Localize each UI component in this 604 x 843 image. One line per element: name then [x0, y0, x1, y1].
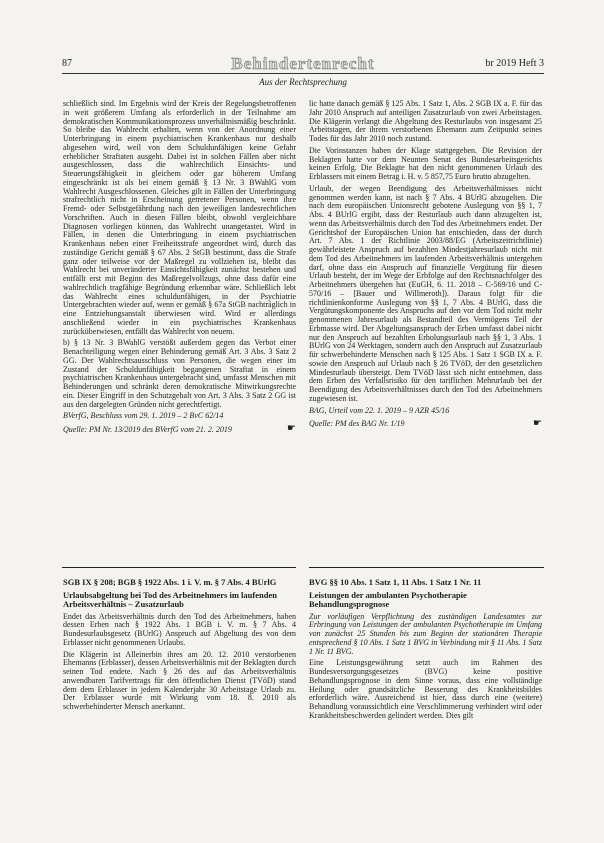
- right-column: [309, 100, 542, 429]
- citation: BAG, Urteil vom 22. 1. 2019 – 9 AZR 45/16: [309, 405, 450, 415]
- page-number: 87: [62, 58, 72, 69]
- section-title: Aus der Rechtsprechung: [259, 77, 347, 87]
- paragraph: lic hatte danach gemäß § 125 Abs. 1 Satz 1, Abs. 2 SGB IX a. F. für das Jahr 2010 Anspruch auf anteiligen Zusatzurlaub von zwei Arbeitstagen. Die Klägerin verlangt die Abgeltung des Resturlaubs von insgesamt 25 Arbeitstagen, der ihrem verstorbenen Ehemann zum Zeitpunkt seines Todes für das Jahr 2010 noch zustand.: [309, 99, 542, 143]
- article-subheading: Urlaubsabgeltung bei Tod des Arbeitnehmers im laufenden Arbeitsverhältnis – Zusatzurlaub: [63, 589, 277, 609]
- source-note: Quelle: PM Nr. 13/2019 des BVerfG vom 21. 2. 2019: [63, 425, 232, 434]
- section-divider: [62, 567, 296, 568]
- paragraph: Die Klägerin ist Alleinerbin ihres am 20. 12. 2010 verstorbenen Ehemanns (Erblasser), dessen Arbeitsverhältnis mit der Beklagten durch seinen Tod endete. Nach § 26 des auf das Arbeitsverhältnis anwendbaren Tarifvertrags für den öffentlichen Dienst (TVöD) stand dem dem Erblasser in jedem Kalenderjahr 30 Arbeitstage Urlaub zu. Der Erblasser wurde mit Wirkung vom 18. 8. 2010 als schwerbehinderter Mensch anerkannt.: [63, 649, 296, 711]
- header-rule: [62, 73, 544, 74]
- source-note: Quelle: PM des BAG Nr. 1/19: [309, 419, 405, 429]
- section-divider: [309, 567, 544, 568]
- article-heading: SGB IX § 208; BGB § 1922 Abs. 1 i. V. m. § 7 Abs. 4 BUrlG: [63, 577, 277, 587]
- pointing-hand-icon: ☛: [287, 423, 296, 435]
- pointing-hand-icon: ☛: [533, 417, 542, 429]
- paragraph: Endet das Arbeitsverhältnis durch den Tod des Arbeitnehmers, haben dessen Erben nach § 1922 Abs. 1 BGB i. V. m. § 7 Abs. 4 Bundesurlaubsgesetz (BUrlG) Anspruch auf Abgeltung des von dem Erblasser nicht genommenen Urlaubs.: [63, 611, 296, 647]
- paragraph: Die Vorinstanzen haben der Klage stattgegeben. Die Revision der Beklagten hatte vor dem Neunten Senat des Bundesarbeitsgerichts keinen Erfolg. Die Beklagte hat den nicht genommenen Urlaub des Erblassers mit einem Betrag i. H. v. 5 857,75 Euro brutto abzugelten.: [309, 145, 542, 181]
- paragraph: Zur vorläufigen Verpflichtung des zuständigen Landesamtes zur Erbringung von Leistungen der ambulanten Psychotherapie im Umfang von zunächst 25 Stunden bis zum Beginn der stationären Therapie entsprechend § 10 Abs. 1 Satz 1 BVG in Verbindung mit § 11 Abs. 1 Satz 1 Nr. 11 BVG.: [309, 611, 542, 656]
- article-heading: BVG §§ 10 Abs. 1 Satz 1, 11 Abs. 1 Satz 1 Nr. 11: [309, 577, 482, 587]
- lower-left-article: [63, 578, 296, 715]
- page-header: [62, 56, 544, 92]
- journal-title: Behindertenrecht: [231, 54, 375, 73]
- paragraph: Urlaub, der wegen Beendigung des Arbeitsverhältnisses nicht genommen werden kann, ist nach § 7 Abs. 4 BUrlG abzugelten. Die nach dem europäischen Unionsrecht gebotene Auslegung von §§ 1, 7 Abs. 4 BUrlG ergibt, dass der Resturlaub auch dann abzugelten ist, wenn das Arbeitsverhältnis durch den Tod des Arbeitnehmers endet. Der Gerichtshof der Europäischen Union hat entschieden, dass der durch Art. 7 Abs. 1 der Richtlinie 2003/88/EG (Arbeitszeitrichtlinie) gewährleistete Anspruch auf bezahlten Mindestjahresurlaub nicht mit dem Tod des Arbeitnehmers im laufenden Arbeitsverhältnis untergehen darf, ohne dass ein Anspruch auf finanzielle Vergütung für diesen Urlaub besteht, der im Wege der Erbfolge auf den Rechtsnachfolger des Arbeitnehmers übergehen hat (EuGH, 6. 11. 2018 – C-569/16 und C-570/16 – [Bauer und Willmeroth]). Daraus folgt für die richtlinienkonforme Auslegung von §§ 1, 7 Abs. 4 BUrlG, dass die Vergütungskomponente des Anspruchs auf den vor dem Tod nicht mehr genommenen Jahresurlaub als Bestandteil des Vermögens Teil der Erbmasse wird. Der Abgeltungsanspruch der Erben umfasst dabei nicht nur den Anspruch auf bezahlten Erholungsurlaub nach §§ 1, 3 Abs. 1 BUrlG von 24 Werktagen, sondern auch den Anspruch auf Zusatzurlaub für schwerbehinderte Menschen nach § 125 Abs. 1 Satz 1 SGB IX a. F. sowie den Anspruch auf Urlaub nach § 26 TVöD, der den gesetzlichen Mindesturlaub übersteigt. Dem TVöD lässt sich nicht entnehmen, dass dem Erben des Verfallsrisiko für den tariflichen Mehrurlaub bei der Beendigung des Arbeitsverhältnisses durch den Tod des Arbeitnehmers zugewiesen ist.: [309, 183, 542, 403]
- citation: BVerfG, Beschluss vom 29. 1. 2019 – 2 BvC 62/14: [63, 411, 224, 421]
- paragraph: b) § 13 Nr. 3 BWahlG verstößt außerdem gegen das Verbot einer Benachteiligung wegen einer Behinderung gemäß Art. 3 Abs. 3 Satz 2 GG. Der Wahlrechtsausschluss von Personen, die wegen einer im Zustand der Schuldunfähigkeit begangenen Straftat in einem psychiatrischen Krankenhaus untergebracht sind, umfasst Menschen mit Behinderungen und schränkt deren demokratische Mitwirkungsrechte ein. Dieser Eingriff in den Schutzgehalt von Art. 3 Abs. 3 Satz 2 GG ist aus den dargelegten Gründen nicht gerechtfertigt.: [63, 338, 296, 409]
- paragraph: schließlich sind. Im Ergebnis wird der Kreis der Regelungsbetroffenen in weit größerem Umfang als erforderlich in der Teilnahme am demokratischen Kommunikationsprozess unverhältnismäßig beschränkt. So bleibe das Wahlrecht erhalten, wenn von der Anordnung einer Unterbringung in einem psychiatrischen Krankenhaus nur deshalb abgesehen wird, weil von dem Schuldunfähigen keine Gefahr erheblicher Straftaten ausgeht. Dabei ist in solchen Fällen aber nicht ausgeschlossen, dass die wahlrechtlich Einsichts- und Steuerungsfähigkeit in gleichem oder gar höherem Umfang eingeschränkt ist als bei einem gemäß § 13 Nr. 3 BWahlG vom Wahlrecht Ausgeschlossenen. Gleiches gilt in Fällen der Unterbringung strafrechtlich nicht in Erscheinung getretener Personen, wenn ihre Fremd- oder Selbstgefährdung nach den jeweiligen landesrechtlichen Vorschriften. Auch in diesen Fällen bleibt, obwohl vergleichbare Diagnosen vorliegen können, das Wahlrecht unangetastet. Wird in Fällen, in denen die Unterbringung in einem psychiatrischen Krankenhaus neben einer Freiheitsstrafe angeordnet wird, durch das zuständige Gericht gemäß § 67 Abs. 2 StGB bestimmt, dass die Strafe ganz oder teilweise vor der Maßregel zu vollziehen ist, bleibt das Wahlrecht bei unveränderter Einsichtsfähigkeit zunächst bestehen und entfällt erst mit Beginn des Maßregelvollzugs, ohne dass dafür eine wahlrechtlich tragfähige Begründung erkennbar wäre. Schließlich lebt das Wahlrecht eines schuldunfähigen, in der Psychiatrie Untergebrachten wieder auf, wenn er gemäß § 67a StGB nachträglich in eine Entziehungsanstalt überwiesen wird. Wird er allerdings anschließend wieder in ein psychiatrisches Krankenhaus zurücküberwiesen, entfällt das Wahlrecht von neuem.: [63, 99, 296, 336]
- left-column: [63, 100, 296, 435]
- issue-label: br 2019 Heft 3: [485, 58, 544, 69]
- lower-right-article: [309, 578, 542, 724]
- article-subheading: Leistungen der ambulanten Psychotherapie Behandlungsprognose: [309, 589, 467, 609]
- paragraph: Eine Leistungsgewährung setzt auch im Rahmen des Bundesversorgungsgesetzes (BVG) keine positive Behandlungsprognose in dem Sinne voraus, dass eine vollständige Heilung oder grundsätzliche Besserung des Krankheitsbildes erforderlich wäre. Ausreichend ist hier, dass durch eine (weitere) Behandlung voraussichtlich eine Verschlimmerung verhindert wird oder Krankheitsbeschwerden gelindert werden. Dies gilt: [309, 658, 542, 720]
